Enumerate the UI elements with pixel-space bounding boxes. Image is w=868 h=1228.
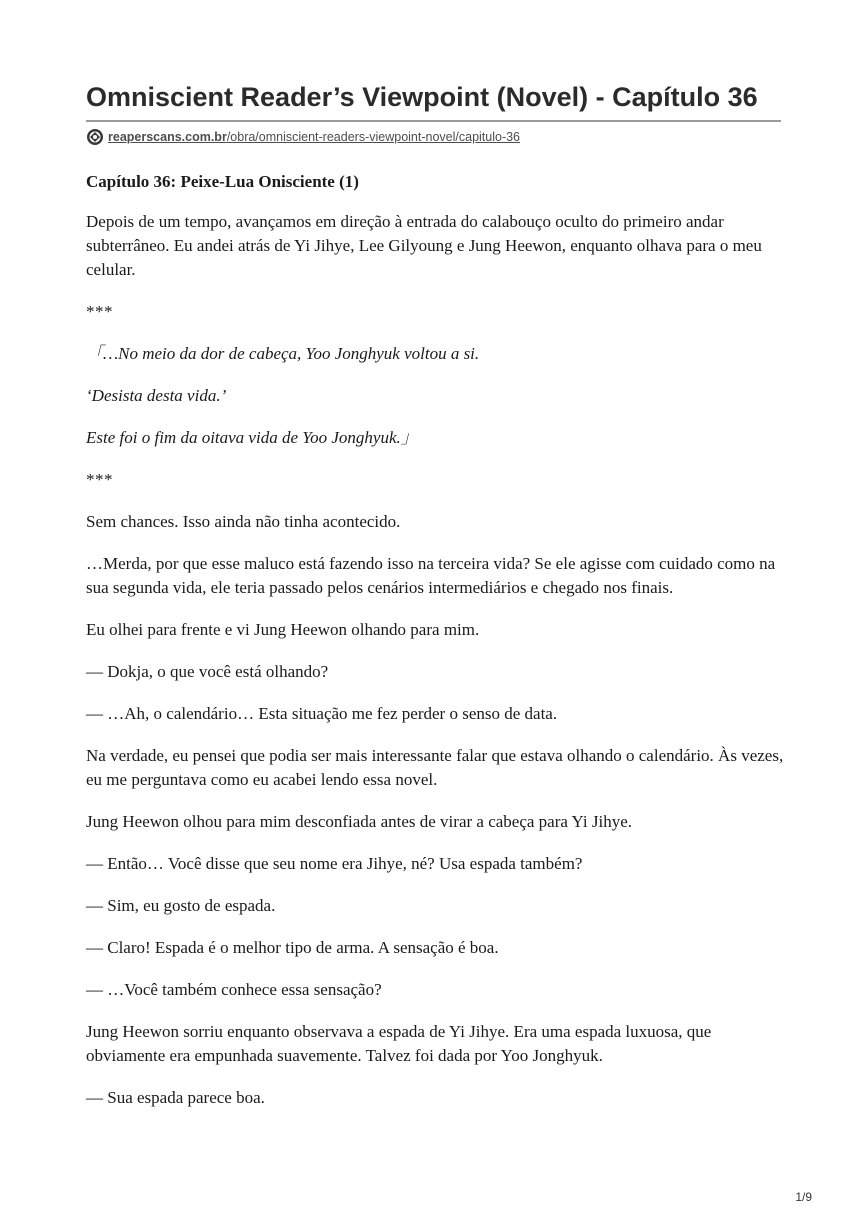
source-domain: reaperscans.com.br — [108, 130, 227, 144]
paragraph: Eu olhei para frente e vi Jung Heewon olhando para mim. — [86, 620, 480, 639]
quote-line: 「…No meio da dor de cabeça, Yoo Jonghyuk voltou a si. — [86, 344, 480, 363]
source-path: /obra/omniscient-readers-viewpoint-novel/capitulo-36 — [226, 130, 521, 144]
paragraph: Jung Heewon sorriu enquanto observava a espada de Yi Jihye. Era uma espada luxuosa, que obviamente era empunhada suavemente. Talvez foi dada por Yoo Jonghyuk. — [86, 1022, 712, 1065]
dialogue-line: — Sua espada parece boa. — [86, 1088, 265, 1107]
dialogue-line: — …Ah, o calendário… Esta situação me fez perder o senso de data. — [86, 704, 558, 723]
title-divider — [86, 120, 781, 122]
dialogue-line: — Claro! Espada é o melhor tipo de arma. A sensação é boa. — [86, 938, 499, 957]
page-title: Omniscient Reader’s Viewpoint (Novel) - Capítulo 36 — [86, 82, 758, 112]
article-body — [86, 170, 786, 1128]
globe-icon — [86, 128, 104, 146]
source-row — [86, 127, 520, 147]
dialogue-line: — …Você também conhece essa sensação? — [86, 980, 382, 999]
paragraph: Jung Heewon olhou para mim desconfiada antes de virar a cabeça para Yi Jihye. — [86, 812, 632, 831]
chapter-heading: Capítulo 36: Peixe-Lua Onisciente (1) — [86, 172, 359, 191]
page-number: 1/9 — [795, 1190, 812, 1204]
dialogue-line: — Dokja, o que você está olhando? — [86, 662, 329, 681]
source-link[interactable] — [108, 130, 520, 144]
scene-separator: *** — [86, 302, 113, 321]
dialogue-line: — Sim, eu gosto de espada. — [86, 896, 276, 915]
quote-line: ‘Desista desta vida.’ — [86, 386, 227, 405]
paragraph: Sem chances. Isso ainda não tinha acontecido. — [86, 512, 401, 531]
scene-separator: *** — [86, 470, 113, 489]
paragraph: …Merda, por que esse maluco está fazendo isso na terceira vida? Se ele agisse com cuidado como na sua segunda vida, ele teria passado pelos cenários intermediários e chegado nos finais. — [86, 554, 776, 597]
quote-line: Este foi o fim da oitava vida de Yoo Jonghyuk.」 — [86, 428, 418, 447]
dialogue-line: — Então… Você disse que seu nome era Jihye, né? Usa espada também? — [86, 854, 583, 873]
paragraph: Na verdade, eu pensei que podia ser mais interessante falar que estava olhando o calendário. Às vezes, eu me perguntava como eu acabei lendo essa novel. — [86, 746, 784, 789]
paragraph: Depois de um tempo, avançamos em direção à entrada do calabouço oculto do primeiro andar subterrâneo. Eu andei atrás de Yi Jihye, Lee Gilyoung e Jung Heewon, enquanto olhava para o meu celular. — [86, 212, 762, 279]
